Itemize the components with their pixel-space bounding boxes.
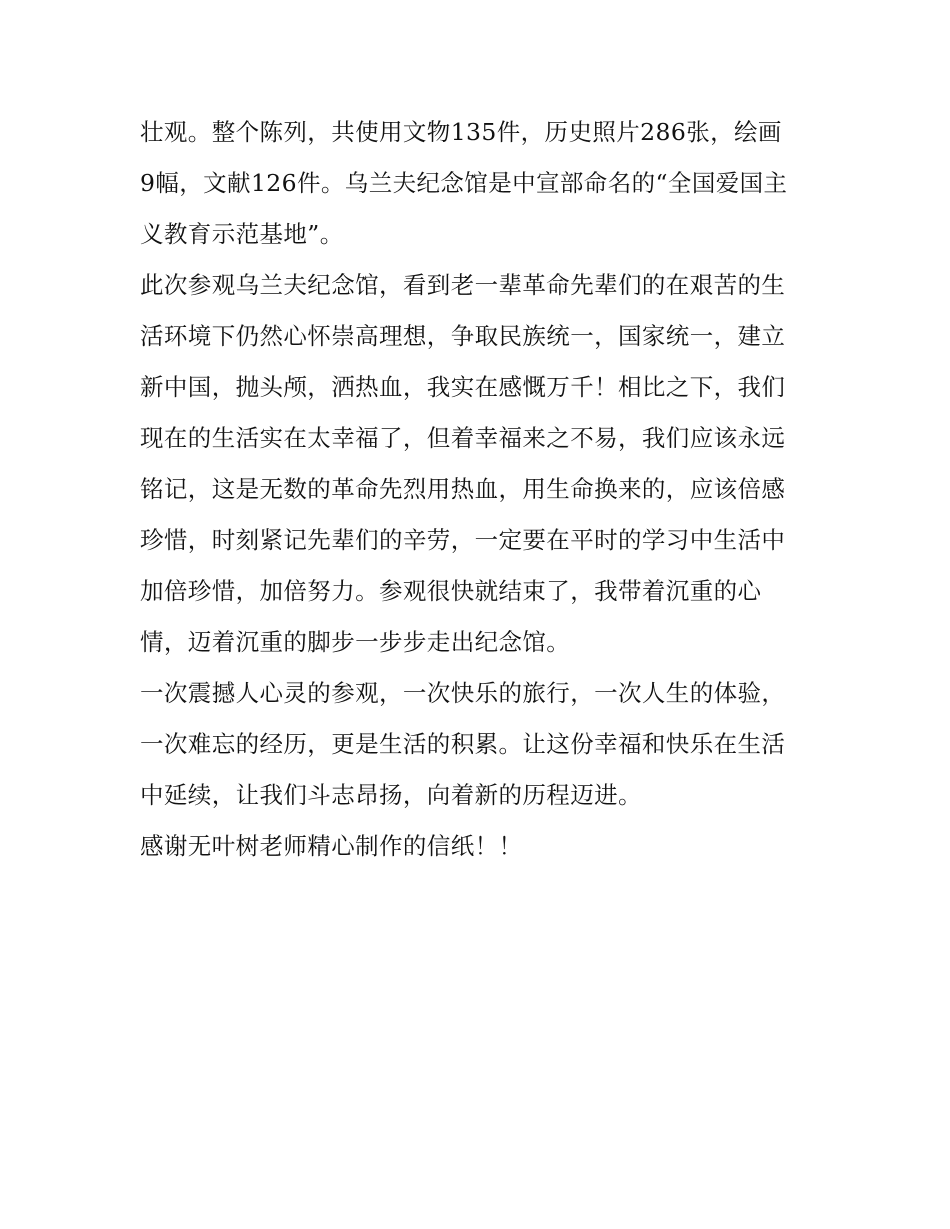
text-line: 新中国，抛头颅，洒热血，我实在感慨万千！相比之下，我们	[140, 373, 786, 401]
text-line: 加倍珍惜，加倍努力。参观很快就结束了，我带着沉重的心	[140, 577, 762, 605]
text-line: 壮观。整个陈列，共使用文物135件，历史照片286张，绘画	[140, 118, 782, 146]
text-line: 珍惜，时刻紧记先辈们的辛劳，一定要在平时的学习中生活中	[140, 526, 786, 554]
text-line: 感谢无叶树老师精心制作的信纸！！	[140, 832, 523, 860]
text-line: 一次难忘的经历，更是生活的积累。让这份幸福和快乐在生活	[140, 730, 786, 758]
text-line: 9幅，文献126件。乌兰夫纪念馆是中宣部命名的“全国爱国主	[140, 169, 788, 197]
text-line: 活环境下仍然心怀崇高理想，争取民族统一，国家统一，建立	[140, 322, 786, 350]
text-line: 铭记，这是无数的革命先烈用热血，用生命换来的，应该倍感	[140, 475, 786, 503]
text-line: 情，迈着沉重的脚步一步步走出纪念馆。	[140, 628, 571, 656]
text-line: 现在的生活实在太幸福了，但着幸福来之不易，我们应该永远	[140, 424, 786, 452]
text-line: 义教育示范基地”。	[140, 220, 344, 248]
document-body	[140, 109, 815, 874]
text-line: 此次参观乌兰夫纪念馆，看到老一辈革命先辈们的在艰苦的生	[140, 271, 786, 299]
text-line: 一次震撼人心灵的参观，一次快乐的旅行，一次人生的体验，	[140, 679, 786, 707]
text-line: 中延续，让我们斗志昂扬，向着新的历程迈进。	[140, 781, 642, 809]
